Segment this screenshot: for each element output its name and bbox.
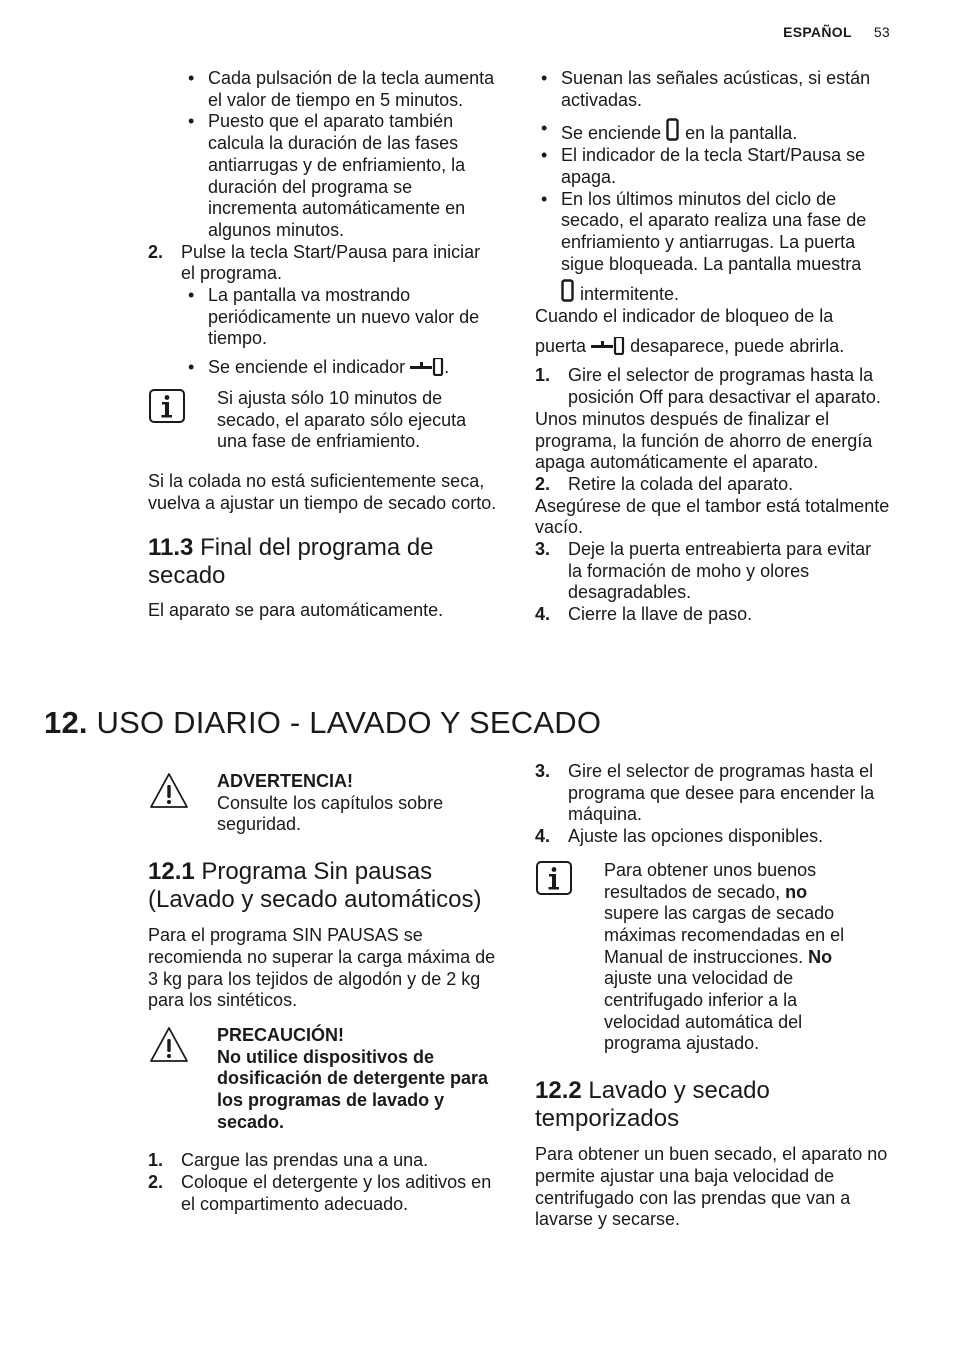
step-2 — [535, 474, 890, 496]
step-text: Deje la puerta entreabierta para evitar la formación de moho y olores desagradables. — [568, 539, 872, 603]
step-text: Cierre la llave de paso. — [568, 604, 753, 625]
zero-display-icon — [666, 118, 680, 142]
paragraph: Asegúrese de que el tambor está totalmente vacío. — [535, 495, 890, 538]
step-text: Gire el selector de programas hasta el programa que desee para encender la máquina. — [568, 761, 875, 825]
step-number: 3. — [535, 761, 551, 781]
step-number: 3. — [535, 539, 551, 560]
step-4 — [535, 826, 890, 848]
info-text-part: ajuste una velocidad de centrifugado inferior a la velocidad automática del programa ajustado. — [604, 968, 803, 1054]
info-emphasis: No — [808, 946, 833, 967]
step-text: Coloque el detergente y los aditivos en el compartimento adecuado. — [181, 1172, 492, 1214]
info-emphasis: no — [785, 881, 808, 902]
list-item-display — [535, 118, 890, 145]
info-text-part: Para obtener unos buenos resultados de secado, — [604, 859, 817, 902]
list-item-text: Se enciende el indicador — [208, 357, 406, 378]
right-column-top — [535, 68, 890, 626]
step-text: Retire la colada del aparato. — [568, 473, 794, 494]
list-item: • Suenan las señales acústicas, si están activadas. — [535, 68, 890, 111]
list-item: • Cada pulsación de la tecla aumenta el valor de tiempo en 5 minutos. — [182, 68, 498, 111]
section-title: Final del programa de secado — [148, 534, 434, 590]
section-title: Programa Sin pausas (Lavado y secado automáticos) — [148, 858, 482, 914]
step-number: 4. — [535, 604, 551, 625]
chapter-title: USO DIARIO - LAVADO Y SECADO — [96, 705, 602, 740]
step-1 — [148, 1150, 498, 1172]
section-heading-12-1 — [148, 858, 498, 914]
paragraph-text-end: desaparece, puede abrirla. — [630, 335, 845, 356]
list-item-cycle-end — [535, 189, 890, 307]
warning-text: Consulte los capítulos sobre seguridad. — [217, 792, 444, 835]
paragraph-door-lock — [535, 336, 890, 358]
warning-title: ADVERTENCIA! — [217, 771, 354, 791]
header-language: ESPAÑOL — [783, 24, 852, 40]
step-number: 1. — [535, 365, 551, 386]
caution-text: No utilice dispositivos de dosificación de detergente para los programas de lavado y secado. — [217, 1046, 489, 1132]
warning-icon — [148, 771, 190, 811]
section-heading-12-2 — [535, 1077, 890, 1133]
zero-display-icon — [561, 279, 575, 303]
paragraph: Si la colada no está suficientemente seca, vuelva a ajustar un tiempo de secado corto. — [148, 470, 497, 513]
list-item: • El indicador de la tecla Start/Pausa se apaga. — [535, 145, 890, 188]
caution-note — [148, 1025, 498, 1134]
step-text: Cargue las prendas una a una. — [181, 1150, 429, 1171]
step-number: 2. — [148, 1172, 164, 1193]
section-title: Lavado y secado temporizados — [535, 1077, 770, 1133]
list-item-text-end: intermitente. — [580, 284, 680, 305]
step-3 — [535, 761, 890, 826]
step-2 — [148, 1172, 498, 1215]
info-icon — [535, 860, 575, 898]
chapter-number: 12. — [44, 705, 88, 740]
door-lock-icon — [410, 358, 444, 376]
section-number: 12.1 — [148, 858, 195, 886]
step-number: 4. — [535, 826, 551, 847]
info-note — [535, 860, 890, 1055]
paragraph: Cuando el indicador de bloqueo de la — [535, 306, 834, 327]
list-item: • La pantalla va mostrando periódicamente un nuevo valor de tiempo. — [182, 285, 498, 350]
step-4 — [535, 604, 890, 626]
section-number: 11.3 — [148, 534, 194, 562]
info-note — [148, 388, 498, 453]
page-number: 53 — [873, 24, 890, 40]
door-lock-icon — [591, 337, 625, 355]
step-number: 1. — [148, 1150, 164, 1171]
list-item-text: Se enciende — [561, 123, 662, 144]
paragraph: Unos minutos después de finalizar el programa, la función de ahorro de energía apaga automáticamente el aparato. — [535, 408, 873, 473]
step-number: 2. — [535, 473, 551, 494]
step-number: 2. — [148, 241, 164, 262]
caution-title: PRECAUCIÓN! — [217, 1024, 345, 1045]
paragraph: Para el programa SIN PAUSAS se recomienda no superar la carga máxima de 3 kg para los tejidos de algodón y de 2 kg para los sintéticos. — [148, 925, 496, 1011]
info-icon — [148, 388, 188, 426]
warning-icon — [148, 1025, 190, 1065]
paragraph: Para obtener un buen secado, el aparato no permite ajustar una baja velocidad de centrifugado con las prendas que van a lavarse y secarse. — [535, 1144, 888, 1230]
step-3 — [535, 539, 890, 604]
chapter-heading — [44, 705, 601, 741]
left-column-bottom — [148, 771, 498, 1216]
list-item-text-end: . — [444, 357, 450, 378]
paragraph: El aparato se para automáticamente. — [148, 600, 444, 621]
section-heading-11-3 — [148, 534, 498, 590]
list-item-lock-indicator — [182, 357, 498, 379]
step-text: Gire el selector de programas hasta la posición Off para desactivar el aparato. — [568, 365, 881, 408]
left-column-top — [148, 68, 498, 622]
paragraph-text: puerta — [535, 335, 587, 356]
right-column-bottom — [535, 761, 890, 1231]
info-text — [604, 860, 854, 1055]
info-text-part: supere las cargas de secado máximas recomendadas en el Manual de instrucciones. — [604, 903, 845, 967]
list-item-text: En los últimos minutos del ciclo de secado, el aparato realiza una fase de enfriamiento y antiarrugas. La puerta sigue bloqueada. La pantalla muestra — [561, 188, 867, 274]
section-number: 12.2 — [535, 1077, 582, 1105]
list-item: • Puesto que el aparato también calcula la duración de las fases antiarrugas y de enfriamiento, la duración del programa se incrementa automáticamente en algunos minutos. — [182, 111, 498, 241]
running-header — [783, 22, 890, 44]
list-item-text-end: en la pantalla. — [685, 123, 798, 144]
step-text: Pulse la tecla Start/Pausa para iniciar el programa. — [181, 241, 481, 284]
info-text: Si ajusta sólo 10 minutos de secado, el aparato sólo ejecuta una fase de enfriamiento. — [217, 387, 467, 452]
step-text: Ajuste las opciones disponibles. — [568, 826, 824, 847]
step-1 — [535, 365, 890, 408]
warning-note — [148, 771, 498, 836]
step-2 — [148, 242, 498, 285]
